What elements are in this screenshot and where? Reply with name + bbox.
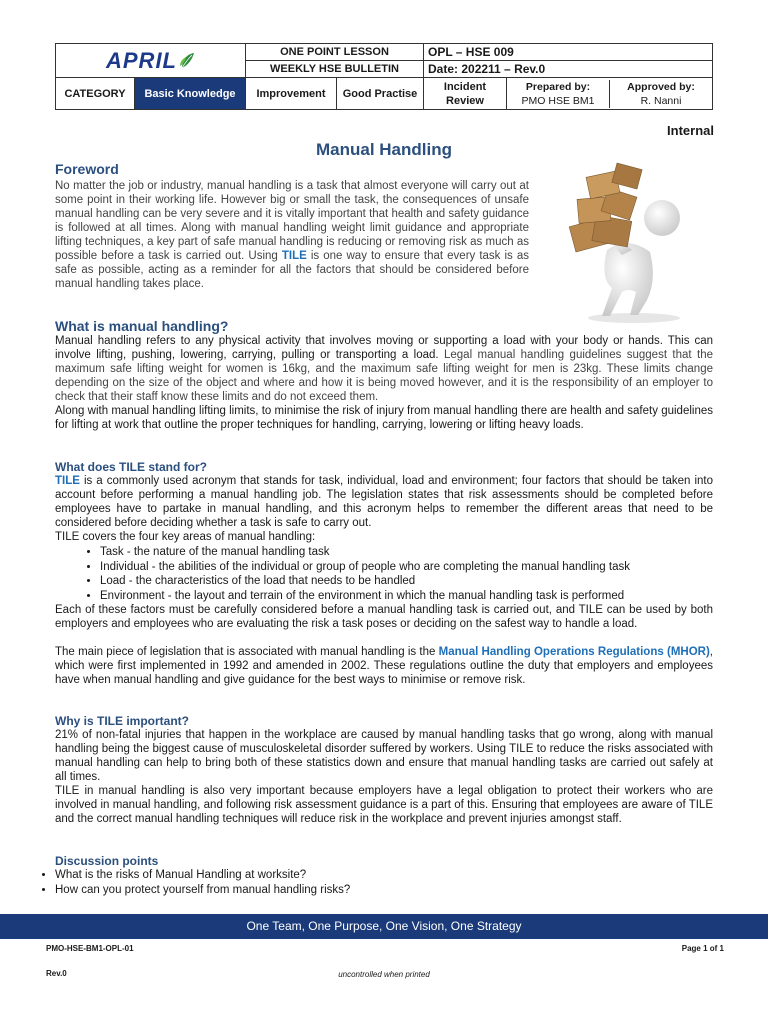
- lesson-cell: ONE POINT LESSON: [246, 44, 424, 61]
- why-text-1: 21% of non-fatal injuries that happen in the workplace are caused by manual handling tasks that go wrong, along with manual handling being the biggest cause of musculoskeletal disorder suffered by workers. Using TILE to reduce the risks associated with manual handling can help to bring both of these statistics down and ensure that manual handling tasks are carried out safely at all times.: [55, 729, 713, 783]
- why-text-2: TILE in manual handling is also very important because employers have a legal obligation to protect their workers who are involved in manual handling, and following risk assessment guidance is a part of this. Ensuring that employees are aware of TILE and the correct manual handling techniques will reduce risk in the workplace and prevent injuries amongst staff.: [55, 785, 713, 825]
- footer-uncontrolled: uncontrolled when printed: [338, 970, 430, 979]
- tile-text-3: Each of these factors must be carefully considered before a manual handling task is carried out, and TILE can be used by both employers and employees who are evaluating the risk a task poses or deciding on the safest way to handle a load.: [55, 604, 713, 630]
- list-item: • Individual - the abilities of the individual or group of people who are completing the manual handling task: [100, 560, 630, 575]
- approved-by: R. Nanni: [640, 94, 682, 107]
- header-table: [55, 43, 713, 110]
- doc-date: Date: 202211 – Rev.0: [424, 61, 713, 78]
- category-improvement: Improvement: [246, 78, 337, 110]
- foreword-text: No matter the job or industry, manual handling is a task that almost everyone will carry out at some point in their working life. However big or small the task, the consequences of unsafe manual handling can be very severe and it is vitally important that health and safety guidance is followed at all times. Along with manual handling weight limit guidance and appropriate lifting techniques, a key part of safe manual handling is reducing or removing risk as much as possible before a task is carried out. Using TILE is one way to ensure that every task is as safe as possible, acting as a reminder for all the factors that should be considered before manual handling takes place.: [55, 180, 530, 290]
- category-label: CATEGORY: [56, 78, 135, 110]
- footer-rev: Rev.0: [46, 969, 67, 978]
- tile-bullet-list: [75, 545, 630, 603]
- footer-slogan-bar: One Team, One Purpose, One Vision, One Strategy: [0, 914, 768, 939]
- april-logo: APRIL: [106, 48, 195, 74]
- internal-label: Internal: [667, 123, 714, 138]
- page-title: Manual Handling: [316, 140, 452, 159]
- bulletin-cell: WEEKLY HSE BULLETIN: [246, 61, 424, 78]
- tile-text-2: TILE covers the four key areas of manual handling:: [55, 531, 316, 543]
- tile-text-4: The main piece of legislation that is associated with manual handling is the Manual Handling Operations Regulations (MHOR), which were first implemented in 1992 and amended in 2002. These regulations outline the duty that employers and employees have when manual handling and give guidance for the best ways to minimise or remove risk.: [55, 646, 713, 686]
- list-item: • Environment - the layout and terrain of the environment in which the manual handling task is performed: [100, 589, 630, 604]
- what-text-1: Manual handling refers to any physical activity that involves moving or supporting a load with your body or hands. This can involve lifting, pushing, lowering, carrying, pulling or transporting a load. Legal manual handling guidelines suggest that the maximum safe lifting weight for women is 16kg, and the maximum safe lifting weight for men is 23kg. These limits change depending on the size of the object and where and how it is being moved however, and it is the responsibility of an employer to check that their staff know these limits and do not exceed them.: [55, 335, 713, 403]
- list-item: • How can you protect yourself from manual handling risks?: [55, 883, 350, 898]
- doc-id: OPL – HSE 009: [424, 44, 713, 61]
- list-item: • What is the risks of Manual Handling at worksite?: [55, 868, 350, 883]
- what-text-2: Along with manual handling lifting limits, to minimise the risk of injury from manual handling there are health and safety guidelines for lifting at work that outline the proper techniques for handling, carrying, lowering or lifting heavy loads.: [55, 405, 713, 431]
- category-good-practise: Good Practise: [337, 78, 424, 110]
- foreword-heading: Foreword: [55, 161, 119, 177]
- logo-cell: [56, 44, 246, 78]
- why-heading: Why is TILE important?: [55, 714, 189, 728]
- mhor-link: Manual Handling Operations Regulations (MHOR): [438, 646, 710, 658]
- prepared-label: Prepared by:: [525, 80, 591, 93]
- footer-page-number: Page 1 of 1: [681, 944, 724, 953]
- discussion-heading: Discussion points: [55, 854, 159, 868]
- category-basic-knowledge: Basic Knowledge: [135, 78, 246, 110]
- figure-carrying-boxes-illustration: [552, 160, 702, 325]
- prepared-by: PMO HSE BM1: [521, 94, 595, 107]
- footer-doc-code: PMO-HSE-BM1-OPL-01: [46, 944, 134, 953]
- list-item: • Task - the nature of the manual handling task: [100, 545, 630, 560]
- prepared-approved: [507, 78, 713, 110]
- discussion-list: [10, 868, 350, 897]
- category-incident-review: Incident Review: [424, 78, 507, 110]
- leaf-icon: [179, 52, 195, 70]
- tile-text-1: TILE is a commonly used acronym that stands for task, individual, load and environment; four factors that should be taken into account before performing a manual handling job. The legislation states that risk assessments should be completed before employees have to partake in manual handling, and this acronym helps to remember the different areas that need to be considered before deciding whether a task is safe to carry out.: [55, 475, 713, 529]
- tile-heading: What does TILE stand for?: [55, 460, 207, 474]
- list-item: • Load - the characteristics of the load that needs to be handled: [100, 574, 630, 589]
- approved-label: Approved by:: [627, 80, 695, 93]
- what-heading: What is manual handling?: [55, 318, 229, 334]
